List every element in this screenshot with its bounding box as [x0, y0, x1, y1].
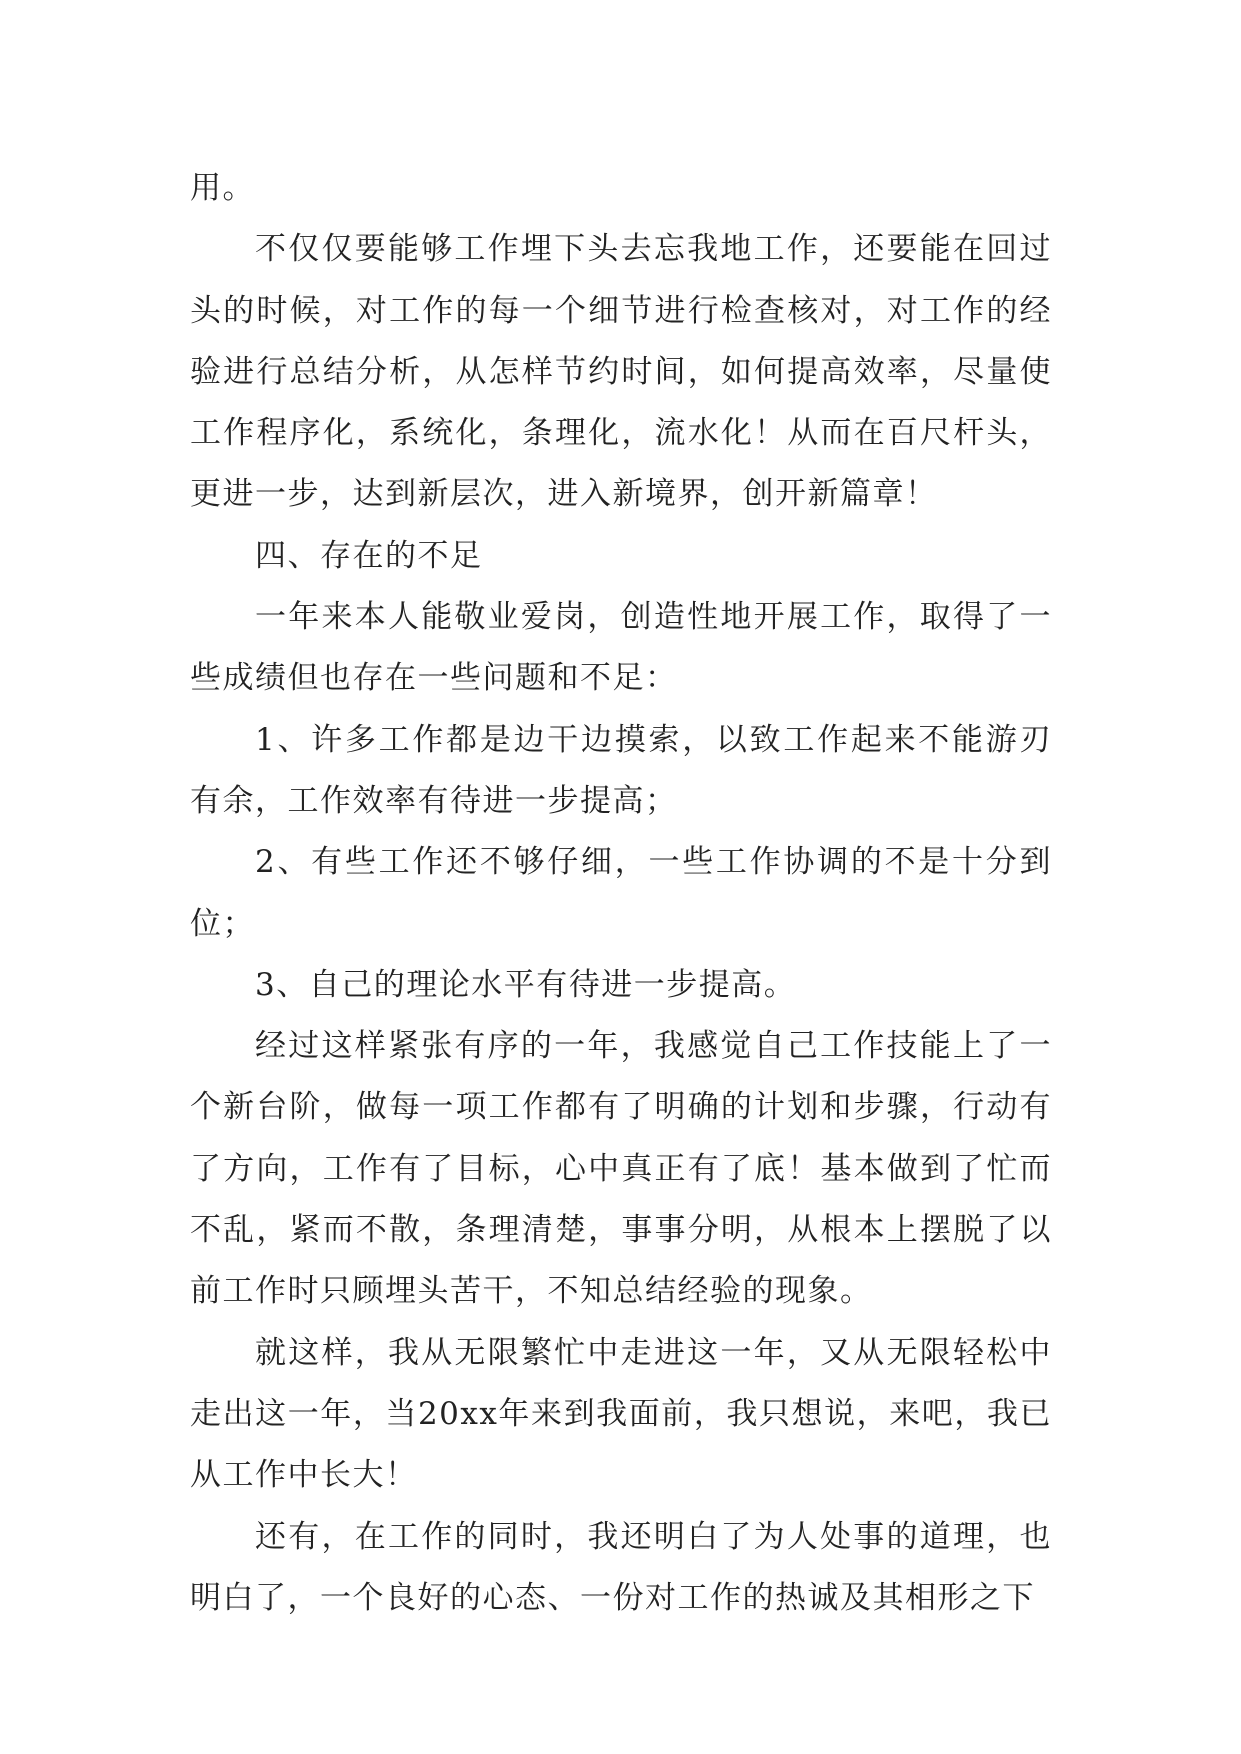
- paragraph-continuation: 用。: [190, 170, 255, 206]
- paragraph-closing: 还有，在工作的同时，我还明白了为人处事的道理，也明白了，一个良好的心态、一份对工作的热诚及其相形之下: [190, 1518, 1052, 1616]
- document-body: [190, 158, 1052, 1629]
- paragraph-shortcomings-intro: 一年来本人能敬业爱岗，创造性地开展工作，取得了一些成绩但也存在一些问题和不足：: [190, 599, 1052, 697]
- paragraph-work-reflection: 不仅仅要能够工作埋下头去忘我地工作，还要能在回过头的时候，对工作的每一个细节进行检查核对，对工作的经验进行总结分析，从怎样节约时间，如何提高效率，尽量使工作程序化，系统化，条理化，流水化！从而在百尺杆头，更进一步，达到新层次，进入新境界，创开新篇章！: [190, 231, 1052, 513]
- list-item-1: 1、许多工作都是边干边摸索，以致工作起来不能游刃有余，工作效率有待进一步提高；: [190, 721, 1052, 819]
- list-item-3: 3、自己的理论水平有待进一步提高。: [255, 966, 797, 1003]
- paragraph-year-summary: 经过这样紧张有序的一年，我感觉自己工作技能上了一个新台阶，做每一项工作都有了明确的计划和步骤，行动有了方向，工作有了目标，心中真正有了底！基本做到了忙而不乱，紧而不散，条理清楚，事事分明，从根本上摆脱了以前工作时只顾埋头苦干，不知总结经验的现象。: [190, 1028, 1052, 1310]
- section-heading-shortcomings: 四、存在的不足: [255, 537, 483, 574]
- list-item-2: 2、有些工作还不够仔细，一些工作协调的不是十分到位；: [190, 844, 1052, 942]
- paragraph-growth: 就这样，我从无限繁忙中走进这一年，又从无限轻松中走出这一年，当20xx年来到我面前，我只想说，来吧，我已从工作中长大！: [190, 1334, 1052, 1494]
